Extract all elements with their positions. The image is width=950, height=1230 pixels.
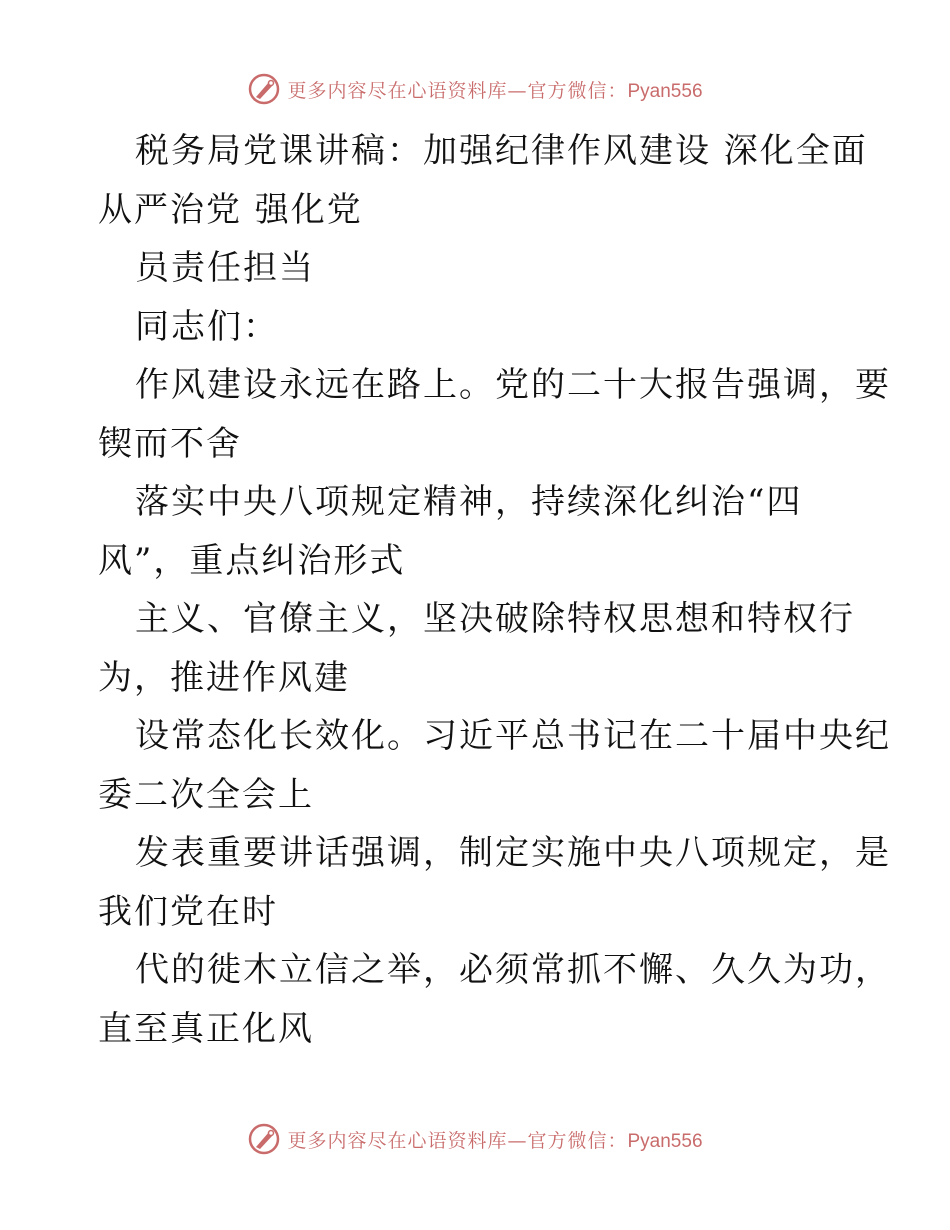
footer-watermark [0, 1122, 950, 1156]
text-line: 同志们： [135, 306, 279, 347]
text-line: 锲而不舍 [98, 423, 242, 464]
text-line: 我们党在时 [98, 891, 278, 932]
text-line: 代的徙木立信之举，必须常抓不懈、久久为功， [135, 950, 891, 990]
pen-logo-icon [247, 1122, 281, 1156]
document-body [98, 122, 891, 1058]
header-watermark [0, 72, 950, 106]
text-line: 发表重要讲话强调，制定实施中央八项规定，是 [135, 833, 891, 873]
text-line: 直至真正化风 [98, 1008, 314, 1049]
pen-logo-icon [247, 72, 281, 106]
text-line: 设常态化长效化。习近平总书记在二十届中央纪 [135, 716, 891, 756]
text-line: 委二次全会上 [98, 774, 314, 815]
text-line: 作风建设永远在路上。党的二十大报告强调，要 [135, 365, 891, 405]
text-line: 落实中央八项规定精神，持续深化纠治“四 [135, 482, 803, 522]
text-line: 风”，重点纠治形式 [98, 540, 406, 581]
text-line: 为，推进作风建 [98, 657, 350, 698]
watermark-text: 更多内容尽在心语资料库—官方微信：Pyan556 [287, 1129, 703, 1152]
watermark-text: 更多内容尽在心语资料库—官方微信：Pyan556 [287, 79, 703, 102]
text-line: 员责任担当 [135, 248, 315, 288]
text-line: 从严治党 强化党 [98, 189, 363, 230]
text-line: 主义、官僚主义，坚决破除特权思想和特权行 [135, 599, 855, 639]
text-line: 税务局党课讲稿：加强纪律作风建设 深化全面 [135, 131, 868, 171]
